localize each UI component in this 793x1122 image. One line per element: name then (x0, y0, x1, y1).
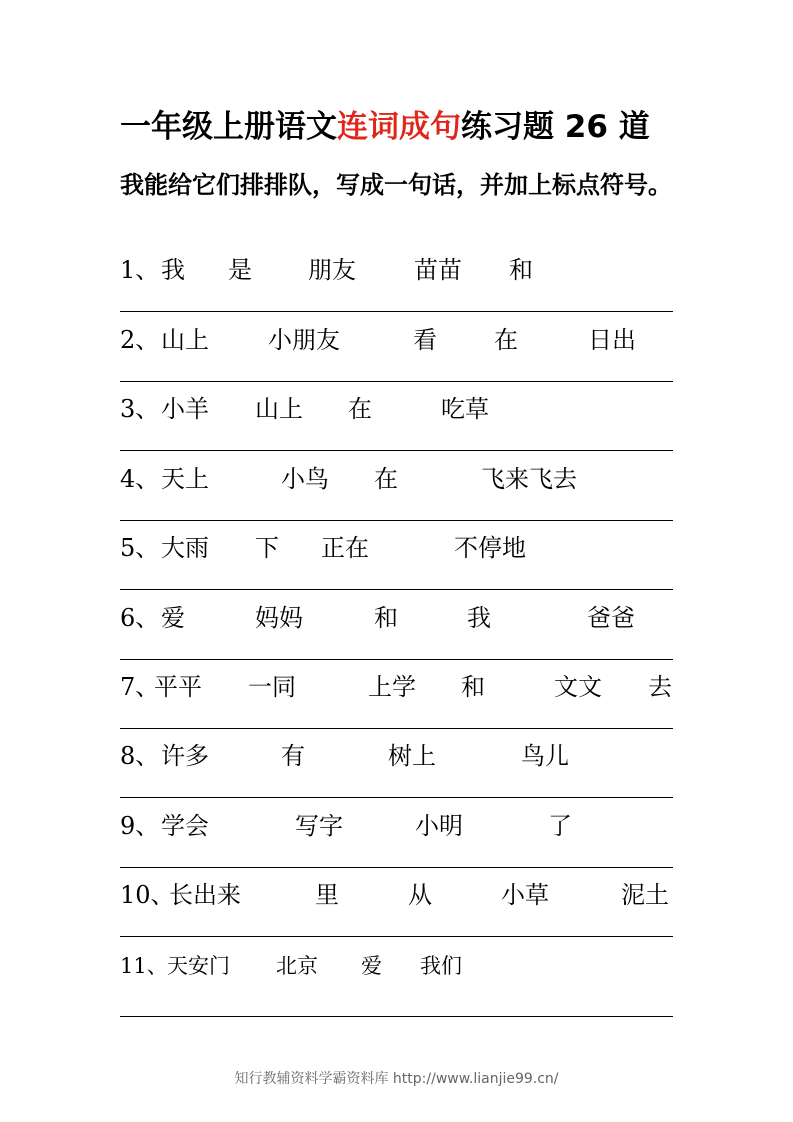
word-row (120, 459, 673, 499)
word-row (120, 946, 673, 986)
item-number: 2、 (120, 326, 160, 354)
word: 鸟儿 (521, 742, 569, 770)
item-number: 1、 (120, 256, 160, 284)
word: 在 (374, 465, 398, 493)
item-number: 4、 (120, 465, 160, 493)
item-number: 8、 (120, 742, 160, 770)
word: 和 (461, 673, 485, 701)
word: 下 (255, 534, 279, 562)
word: 许多 (161, 742, 209, 770)
word: 吃草 (441, 395, 489, 423)
word-row (120, 875, 673, 915)
word: 写字 (295, 812, 343, 840)
item-number: 5、 (120, 534, 160, 562)
word: 一同 (248, 673, 296, 701)
item-number: 9、 (120, 812, 160, 840)
answer-line[interactable] (120, 659, 673, 660)
exercise-item (120, 389, 673, 458)
word: 山上 (255, 395, 303, 423)
instruction-text: 我能给它们排排队，写成一句话，并加上标点符号。 (120, 171, 672, 199)
title-part2: 练习题 26 道 (461, 109, 650, 145)
word-row (120, 320, 673, 360)
word: 里 (315, 881, 339, 909)
word: 在 (494, 326, 518, 354)
word: 是 (228, 256, 252, 284)
exercise-item (120, 736, 673, 805)
word: 和 (374, 604, 398, 632)
word: 爱 (161, 604, 185, 632)
word: 天上 (161, 465, 209, 493)
word: 去 (648, 673, 672, 701)
exercise-item (120, 667, 673, 736)
answer-line[interactable] (120, 936, 673, 937)
word: 我们 (420, 954, 462, 978)
word: 在 (348, 395, 372, 423)
word: 小朋友 (268, 326, 340, 354)
answer-line[interactable] (120, 728, 673, 729)
word: 山上 (161, 326, 209, 354)
word: 泥土 (621, 881, 669, 909)
word: 我 (467, 604, 491, 632)
page-title (120, 103, 680, 151)
exercise-item (120, 875, 673, 944)
word: 大雨 (161, 534, 209, 562)
word: 天安门 (167, 954, 230, 978)
word: 学会 (161, 812, 209, 840)
word: 不停地 (454, 534, 526, 562)
answer-line[interactable] (120, 520, 673, 521)
answer-line[interactable] (120, 589, 673, 590)
word: 北京 (276, 954, 318, 978)
word: 小鸟 (281, 465, 329, 493)
word-row (120, 806, 673, 846)
answer-line[interactable] (120, 450, 673, 451)
word: 树上 (388, 742, 436, 770)
word: 小羊 (161, 395, 209, 423)
word-row (120, 598, 673, 638)
word: 我 (161, 256, 185, 284)
word: 文文 (554, 673, 602, 701)
title-part1: 一年级上册语文 (120, 109, 337, 145)
exercise-item (120, 806, 673, 875)
exercise-item (120, 250, 673, 319)
exercise-item (120, 459, 673, 528)
word: 爸爸 (587, 604, 635, 632)
item-number: 6、 (120, 604, 160, 632)
word: 平平 (154, 673, 202, 701)
word: 小草 (501, 881, 549, 909)
title-highlight: 连词成句 (337, 109, 461, 145)
answer-line[interactable] (120, 381, 673, 382)
word: 朋友 (308, 256, 356, 284)
item-number: 3、 (120, 395, 160, 423)
word-row (120, 389, 673, 429)
word: 看 (413, 326, 437, 354)
answer-line[interactable] (120, 1016, 673, 1017)
answer-line[interactable] (120, 797, 673, 798)
item-number: 7、 (120, 673, 160, 701)
item-number: 10、 (120, 881, 175, 909)
word: 正在 (321, 534, 369, 562)
answer-line[interactable] (120, 311, 673, 312)
word: 从 (408, 881, 432, 909)
exercise-item (120, 598, 673, 667)
word: 了 (548, 812, 572, 840)
exercise-item (120, 320, 673, 389)
item-number: 11、 (120, 954, 168, 978)
word: 和 (509, 256, 533, 284)
word: 长出来 (169, 881, 241, 909)
word: 上学 (368, 673, 416, 701)
word-row (120, 528, 673, 568)
exercise-item (120, 528, 673, 597)
footer-source: 知行教辅资料学霸资料库 http://www.lianjie99.cn/ (234, 1071, 559, 1087)
word-row (120, 736, 673, 776)
word: 妈妈 (255, 604, 303, 632)
word: 苗苗 (414, 256, 462, 284)
word-row (120, 250, 673, 290)
exercise-item (120, 946, 673, 1015)
word: 飞来飞去 (481, 465, 577, 493)
word: 爱 (361, 954, 382, 978)
word: 有 (281, 742, 305, 770)
answer-line[interactable] (120, 867, 673, 868)
word: 日出 (588, 326, 636, 354)
word-row (120, 667, 673, 707)
word: 小明 (415, 812, 463, 840)
